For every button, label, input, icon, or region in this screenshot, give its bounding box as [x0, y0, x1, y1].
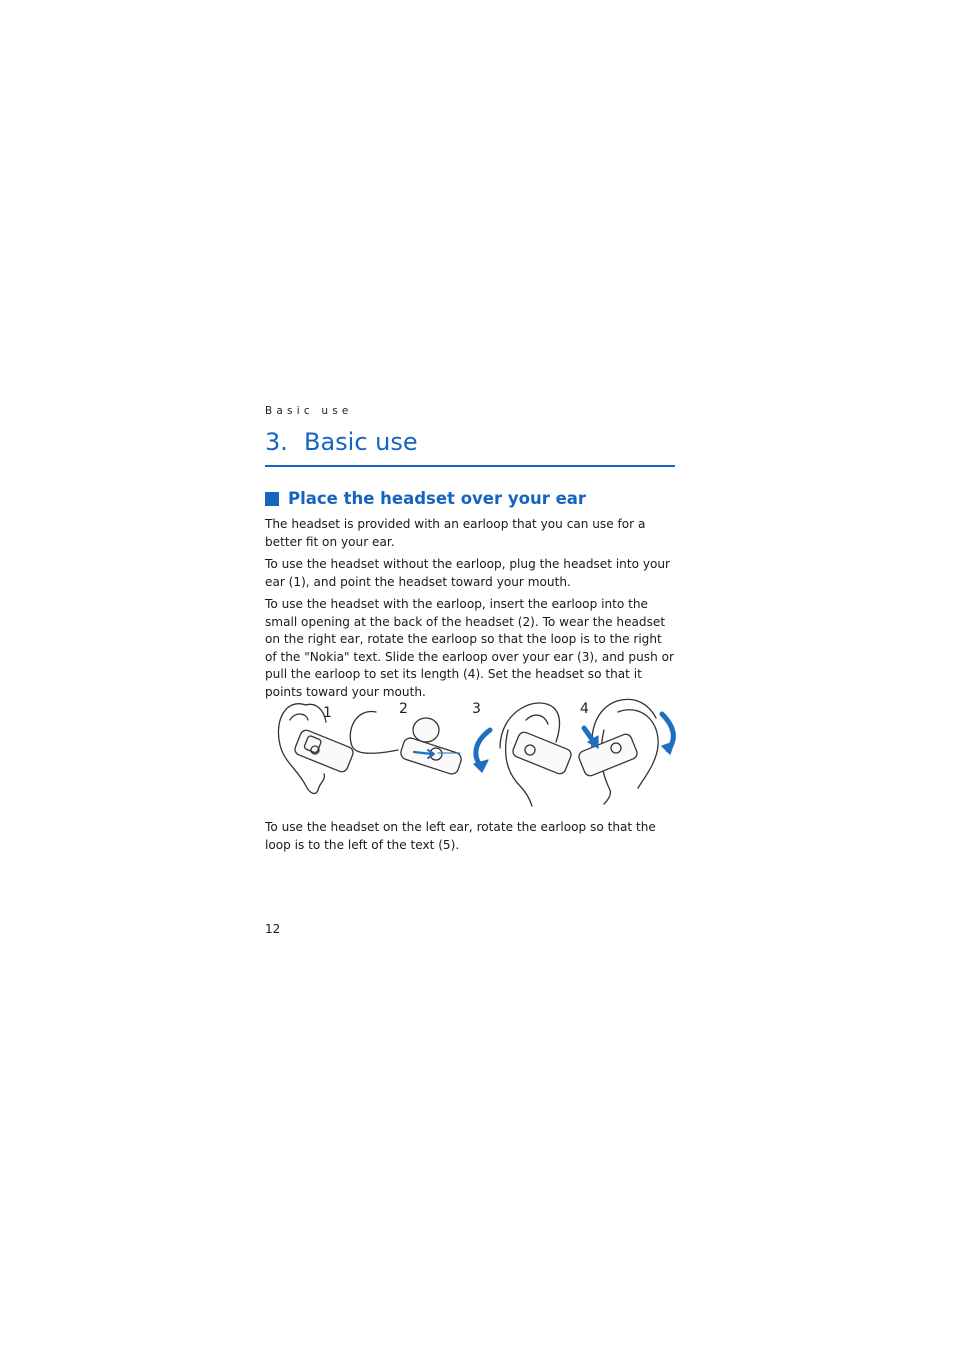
page-number: 12 — [265, 922, 281, 936]
paragraph-earloop-intro: The headset is provided with an earloop that you can use for a better fit on your ear. — [265, 517, 646, 549]
section-title — [265, 488, 586, 510]
step-label-4: 4 — [580, 701, 589, 717]
step-label-3: 3 — [472, 701, 481, 717]
section-title-text: Place the headset over your ear — [288, 489, 587, 508]
headset-illustration — [268, 690, 680, 810]
step-4-adjust-length-icon — [577, 699, 674, 804]
step-label-2: 2 — [399, 701, 408, 717]
paragraph-left-ear: To use the headset on the left ear, rotate the earloop so that the loop is to the left of the text (5). — [265, 820, 656, 852]
running-header: Basic use — [265, 405, 353, 417]
paragraph-without-earloop: To use the headset without the earloop, plug the headset into your ear (1), and point the headset toward your mouth. — [265, 557, 671, 589]
chapter-title-text: Basic use — [304, 428, 418, 456]
step-3-slide-earloop-icon — [474, 703, 573, 806]
step-label-1: 1 — [323, 705, 332, 721]
chapter-number: 3. — [265, 428, 288, 456]
step-1-ear-headset-icon — [278, 704, 354, 794]
paragraph-with-earloop: To use the headset with the earloop, insert the earloop into the small opening at the back of the headset (2). To wear the headset on the right ear, rotate the earloop so that the loop is to the right of the "Nokia" text. Slide the earloop over your ear (3), and push or pull the earloop to set its length (4). Set the headset so that it points toward your mouth. — [265, 597, 674, 699]
section-bullet-icon — [265, 492, 279, 506]
step-2-earloop-insert-icon — [350, 712, 463, 776]
chapter-title — [265, 426, 675, 467]
